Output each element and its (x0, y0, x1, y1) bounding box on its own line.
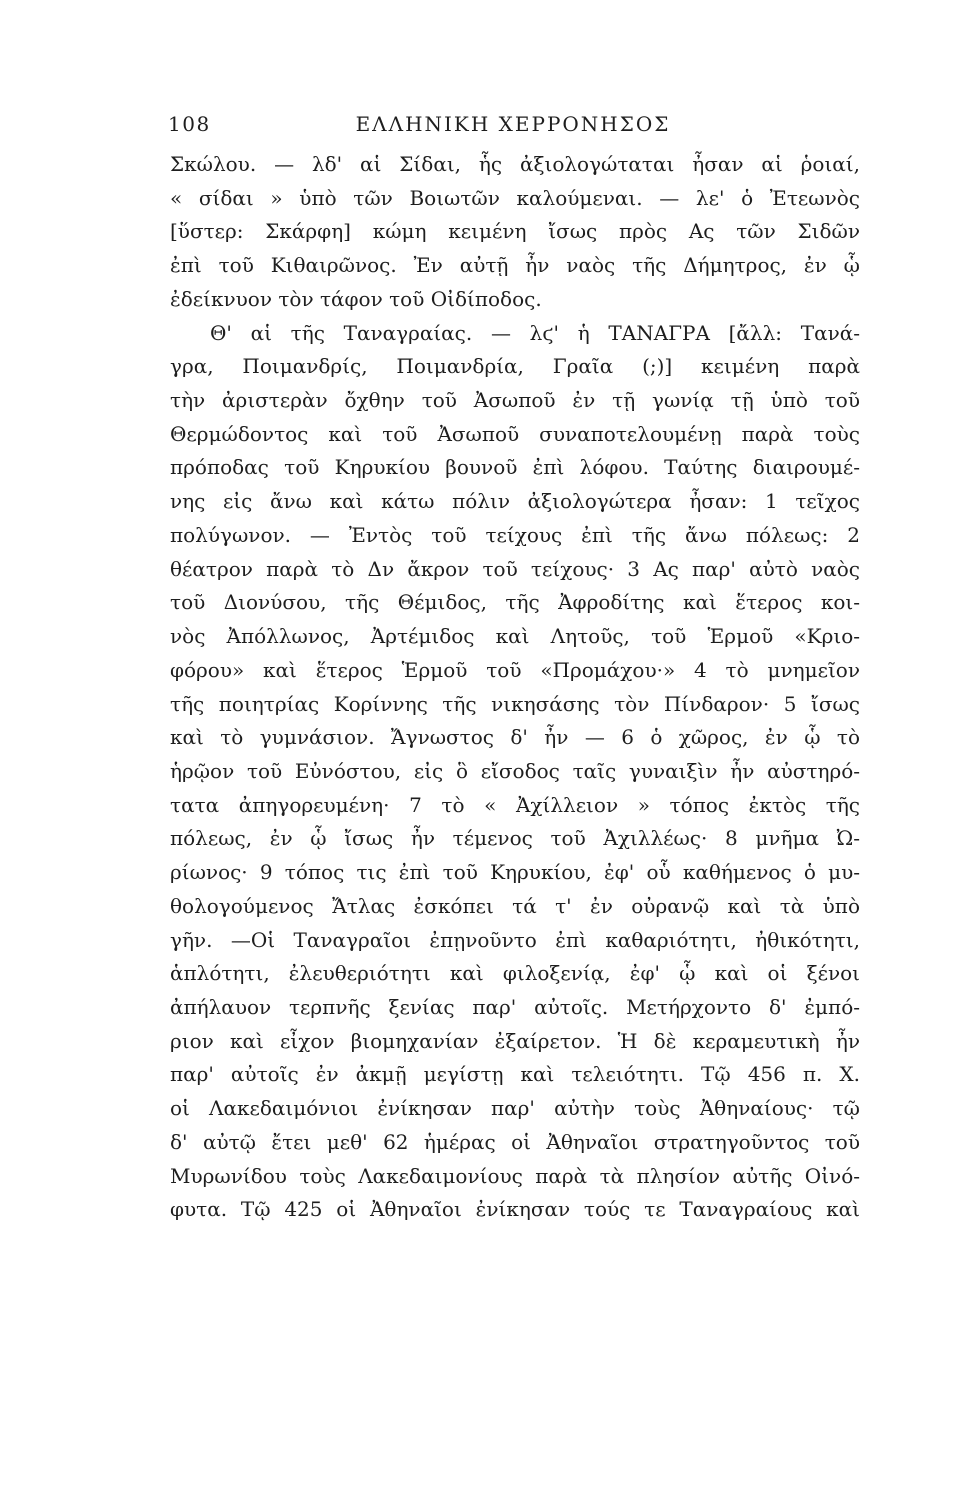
page-header (168, 112, 858, 142)
text-line: φυτα. Τῷ 425 οἱ Ἀθηναῖοι ἐνίκησαν τούς τε Ταναγραίους καὶ (170, 1197, 860, 1222)
text-line: Μυρωνίδου τοὺς Λακεδαιμονίους παρὰ τὰ πλησίον αὐτῆς Οἰνό- (170, 1163, 860, 1188)
text-line: νὸς Ἀπόλλωνος, Ἀρτέμιδος καὶ Λητοῦς, τοῦ Ἑρμοῦ «Κριο- (170, 624, 860, 649)
text-line: πόλεως, ἐν ᾧ ἴσως ἦν τέμενος τοῦ Ἀχιλλέως· 8 μνῆμα Ὠ- (170, 826, 860, 851)
text-line: τὴν ἀριστερὰν ὄχθην τοῦ Ἀσωποῦ ἐν τῇ γωνίᾳ τῇ ὑπὸ τοῦ (170, 388, 860, 413)
body-text (170, 148, 860, 1227)
text-line: [ὕστερ: Σκάρφη] κώμη κειμένη ἴσως πρὸς Ας τῶν Σιδῶν (170, 219, 860, 244)
text-line: τοῦ Διονύσου, τῆς Θέμιδος, τῆς Ἀφροδίτης καὶ ἕτερος κοι- (170, 590, 860, 615)
text-line: γῆν. —Οἱ Ταναγραῖοι ἐπῃνοῦντο ἐπὶ καθαριότητι, ἠθικότητι, (170, 927, 860, 952)
page-number: 108 (168, 112, 211, 136)
text-line: Σκώλου. — λδ' αἱ Σίδαι, ἧς ἀξιολογώταται ἦσαν αἱ ῥοιαί, (170, 152, 860, 176)
text-line: τατα ἀπηγορευμένη· 7 τὸ « Ἀχίλλειον » τόπος ἐκτὸς τῆς (170, 792, 860, 817)
text-line: ρίωνος· 9 τόπος τις ἐπὶ τοῦ Κηρυκίου, ἐφ' οὗ καθήμενος ὁ μυ- (170, 860, 860, 885)
text-line: γρα, Ποιμανδρίς, Ποιμανδρία, Γραῖα (;)] κειμένη παρὰ (170, 354, 860, 379)
text-line: τῆς ποιητρίας Κορίννης τῆς νικησάσης τὸν Πίνδαρον· 5 ἴσως (170, 691, 860, 716)
text-line: καὶ τὸ γυμνάσιον. Ἄγνωστος δ' ἦν — 6 ὁ χῶρος, ἐν ᾧ τὸ (170, 725, 860, 750)
text-line: ἡρῷον τοῦ Εὐνόστου, εἰς ὃ εἴσοδος ταῖς γυναιξὶν ἦν αὐστηρό- (170, 758, 860, 783)
text-line: Θ' αἱ τῆς Ταναγραίας. — λϛ' ἡ ΤΑΝΑΓΡΑ [ἄλλ: Τανά- (210, 320, 860, 345)
text-line: ἁπλότητι, ἐλευθεριότητι καὶ φιλοξενίᾳ, ἐφ' ᾧ καὶ οἱ ξένοι (170, 961, 860, 986)
text-line: νης εἰς ἄνω καὶ κάτω πόλιν ἀξιολογώτερα ἦσαν: 1 τεῖχος (170, 489, 860, 514)
running-title: ΕΛΛΗΝΙΚΗ ΧΕΡΡΟΝΗΣΟΣ (355, 112, 671, 136)
text-line: « σίδαι » ὑπὸ τῶν Βοιωτῶν καλούμεναι. — λε' ὁ Ἐτεωνὸς (170, 185, 860, 210)
text-line: ἐπὶ τοῦ Κιθαιρῶνος. Ἐν αὐτῇ ἦν ναὸς τῆς Δήμητρος, ἐν ᾧ (170, 253, 860, 278)
text-line: θολογούμενος Ἄτλας ἐσκόπει τά τ' ἐν οὐρανῷ καὶ τὰ ὑπὸ (170, 893, 860, 918)
text-line: Θερμώδοντος καὶ τοῦ Ἀσωποῦ συναποτελουμένῃ παρὰ τοὺς (170, 421, 860, 446)
text-line: ἀπήλαυον τερπνῆς ξενίας παρ' αὐτοῖς. Μετήρχοντο δ' ἐμπό- (170, 994, 860, 1019)
text-line: ἐδείκνυον τὸν τάφον τοῦ Οἰδίποδος. (170, 286, 542, 311)
text-line: θέατρον παρὰ τὸ Δν ἄκρον τοῦ τείχους· 3 Ας παρ' αὐτὸ ναὸς (170, 556, 860, 581)
text-line: πρόποδας τοῦ Κηρυκίου βουνοῦ ἐπὶ λόφου. Ταύτης διαιρουμέ- (170, 455, 860, 480)
text-line: παρ' αὐτοῖς ἐν ἀκμῇ μεγίστῃ καὶ τελειότητι. Τῷ 456 π. Χ. (170, 1062, 860, 1087)
text-line: ριον καὶ εἶχον βιομηχανίαν ἐξαίρετον. Ἡ δὲ κεραμευτικὴ ἦν (170, 1028, 860, 1053)
text-line: πολύγωνον. — Ἐντὸς τοῦ τείχους ἐπὶ τῆς ἄνω πόλεως: 2 (170, 522, 860, 547)
text-line: οἱ Λακεδαιμόνιοι ἐνίκησαν παρ' αὐτὴν τοὺς Ἀθηναίους· τῷ (170, 1096, 860, 1121)
text-line: φόρου» καὶ ἕτερος Ἑρμοῦ τοῦ «Προμάχου·» 4 τὸ μνημεῖον (170, 657, 860, 682)
text-line: δ' αὐτῷ ἔτει μεθ' 62 ἡμέρας οἱ Ἀθηναῖοι στρατηγοῦντος τοῦ (170, 1129, 860, 1154)
